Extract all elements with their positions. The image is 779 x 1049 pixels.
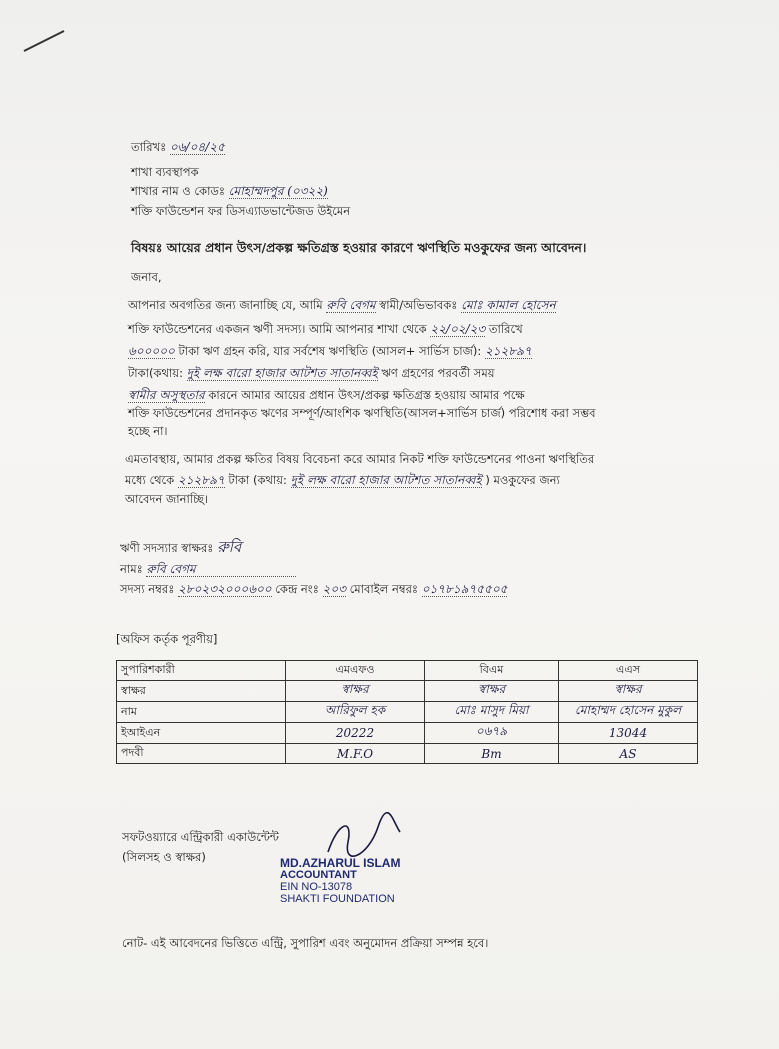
header-mfo: এমএফও (286, 661, 425, 681)
stamp-title: ACCOUNTANT (280, 869, 357, 881)
branch-row (131, 184, 328, 199)
row-label-designation: পদবী (117, 744, 286, 764)
header-recommender: সুপারিশকারী (117, 661, 286, 681)
balance-in-words: দুই লক্ষ বারো হাজার আটশত সাতানব্বই (186, 366, 378, 380)
footer-note: নোট- এই আবেদনের ভিত্তিতে এন্ট্রি, সুপারিশ এবং অনুমোদন প্রক্রিয়া সম্পন্ন হবে। (122, 936, 489, 950)
member-signature-label: ঋণী সদস্যার স্বাক্ষরঃ (120, 541, 214, 555)
subject-line: বিষয়ঃ আয়ের প্রধান উৎস/প্রকল্প ক্ষতিগ্রস্ত হওয়ার কারণে ঋণস্থিতি মওকুফের জন্য আবেদন। (131, 240, 587, 255)
member-name: রুবি বেগম (146, 562, 296, 577)
para1-line6: শক্তি ফাউন্ডেশনের প্রদানকৃত ঋণের সম্পূর্ণ/আংশিক ঋণস্থিতি(আসল+সার্ভিস চার্জ) পরিশোধ করা সম্ভব (128, 406, 596, 420)
bm-designation: Bm (425, 744, 559, 764)
table-row (117, 723, 698, 744)
mfo-name: আরিফুল হক (286, 702, 425, 723)
office-table-header (117, 661, 698, 681)
as-name: মোহাম্মদ হোসেন মুকুল (559, 702, 698, 723)
header-as: এএস (559, 661, 698, 681)
para1-line2 (128, 322, 523, 337)
pen-mark (20, 25, 70, 55)
member-signature-row (120, 540, 241, 555)
para1-text-g: ঋণ গ্রহণের পরবর্তী সময় (381, 366, 495, 380)
addressee-title: শাখা ব্যবস্থাপক (131, 165, 199, 179)
table-row (117, 681, 698, 702)
para1-text-c: শক্তি ফাউন্ডেশনের একজন ঋণী সদস্য। আমি আপনার শাখা থেকে (128, 322, 427, 336)
accountant-seal-note: (সিলসহ ও স্বাক্ষর) (122, 850, 206, 864)
waiver-amount: ২১২৮৯৭ (177, 473, 225, 487)
row-label-signature: স্বাক্ষর (117, 681, 286, 702)
branch-value: মোহাম্মদপুর (০৩২২) (228, 184, 328, 198)
member-name-row (120, 562, 296, 577)
para2-line3: আবেদন জানাচ্ছি। (125, 492, 209, 506)
para1-line1 (128, 298, 556, 313)
member-id-row (120, 582, 507, 597)
center-label: কেন্দ্র নংঃ (275, 582, 319, 596)
bm-ein: ০৬৭৯ (425, 723, 559, 744)
waiver-in-words: দুই লক্ষ বারো হাজার আটশত সাতানব্বই (290, 473, 482, 487)
para2-text-b: টাকা (কথায়: (228, 473, 287, 487)
branch-label: শাখার নাম ও কোডঃ (131, 184, 226, 198)
para1-line7: হচ্ছে না। (128, 424, 168, 438)
mobile-label: মোবাইল নম্বরঃ (349, 582, 419, 596)
date-row (131, 140, 225, 155)
mfo-designation: M.F.O (286, 744, 425, 764)
member-signature: রুবি (217, 538, 242, 556)
member-id-label: সদস্য নম্বরঃ (120, 582, 175, 596)
office-heading: [অফিস কর্তৃক পূরণীয়] (116, 632, 218, 646)
applicant-name: রুবি বেগম (326, 298, 376, 312)
para1-line5 (128, 388, 525, 403)
loan-date: ২২/০২/২৩ (430, 322, 486, 336)
para1-text-f: টাকা(কথায়: (128, 366, 183, 380)
table-row (117, 702, 698, 723)
office-table (116, 660, 698, 764)
para1-text-d: তারিখে (488, 322, 523, 336)
stamp-name: MD.AZHARUL ISLAM (280, 856, 401, 870)
para1-text-b: স্বামী/অভিভাবকঃ (379, 298, 458, 312)
bm-signature: স্বাক্ষর (425, 681, 559, 702)
guardian-name: মোঃ কামাল হোসেন (461, 298, 556, 312)
mfo-ein: 20222 (286, 723, 425, 744)
as-ein: 13044 (559, 723, 698, 744)
table-row (117, 744, 698, 764)
member-id: ২৮০২৩২০০০৬০০ (177, 582, 272, 596)
member-name-label: নামঃ (120, 562, 143, 576)
as-signature: স্বাক্ষর (559, 681, 698, 702)
as-designation: AS (559, 744, 698, 764)
para1-text-h: কারনে আমার আয়ের প্রধান উৎস/প্রকল্প ক্ষতিগ্রস্ত হওয়ায় আমার পক্ষে (208, 388, 525, 402)
header-bm: বিএম (425, 661, 559, 681)
organization-name: শক্তি ফাউন্ডেশন ফর ডিসএ্যাডভান্টেজড উইমেন (131, 204, 351, 218)
para2-text-c: ) মওকুফের জন্য (485, 473, 560, 487)
mfo-signature: স্বাক্ষর (286, 681, 425, 702)
loan-balance: ২১২৮৯৭ (484, 344, 532, 358)
para2-text-a: মধ্যে থেকে (125, 473, 175, 487)
para2-line2 (125, 473, 560, 488)
damage-reason: স্বামীর অসুস্থতার (128, 388, 205, 402)
para1-text-e: টাকা ঋণ গ্রহন করি, যার সর্বশেষ ঋণস্থিতি (আসল+ সার্ভিস চার্জ): (178, 344, 482, 358)
para1-line4 (128, 366, 495, 381)
para1-line3 (128, 344, 532, 359)
bm-name: মোঃ মাসুদ মিয়া (425, 702, 559, 723)
para2-line1: এমতাবস্থায়, আমার প্রকল্প ক্ষতির বিষয় বিবেচনা করে আমার নিকট শক্তি ফাউন্ডেশনের পাওনা ঋণস্থিতির (125, 452, 595, 466)
mobile-number: ০১৭৮১৯৭৫৫০৫ (421, 582, 508, 596)
salutation: জনাব, (131, 270, 162, 284)
loan-amount: ৬০০০০০ (128, 344, 175, 358)
stamp-org: SHAKTI FOUNDATION (280, 893, 395, 905)
accountant-stamp (280, 857, 400, 905)
date-value: ০৬/০৪/২৫ (169, 140, 225, 154)
date-label: তারিখঃ (131, 140, 167, 154)
stamp-ein: EIN NO-13078 (280, 881, 353, 893)
center-number: ২০৩ (322, 582, 346, 596)
para1-text-a: আপনার অবগতির জন্য জানাচ্ছি যে, আমি (128, 298, 323, 312)
row-label-ein: ইআইএন (117, 723, 286, 744)
row-label-name: নাম (117, 702, 286, 723)
accountant-label: সফটওয়্যারে এন্ট্রিকারী একাউন্টেন্ট (122, 830, 279, 844)
accountant-signature-mark (318, 812, 408, 862)
